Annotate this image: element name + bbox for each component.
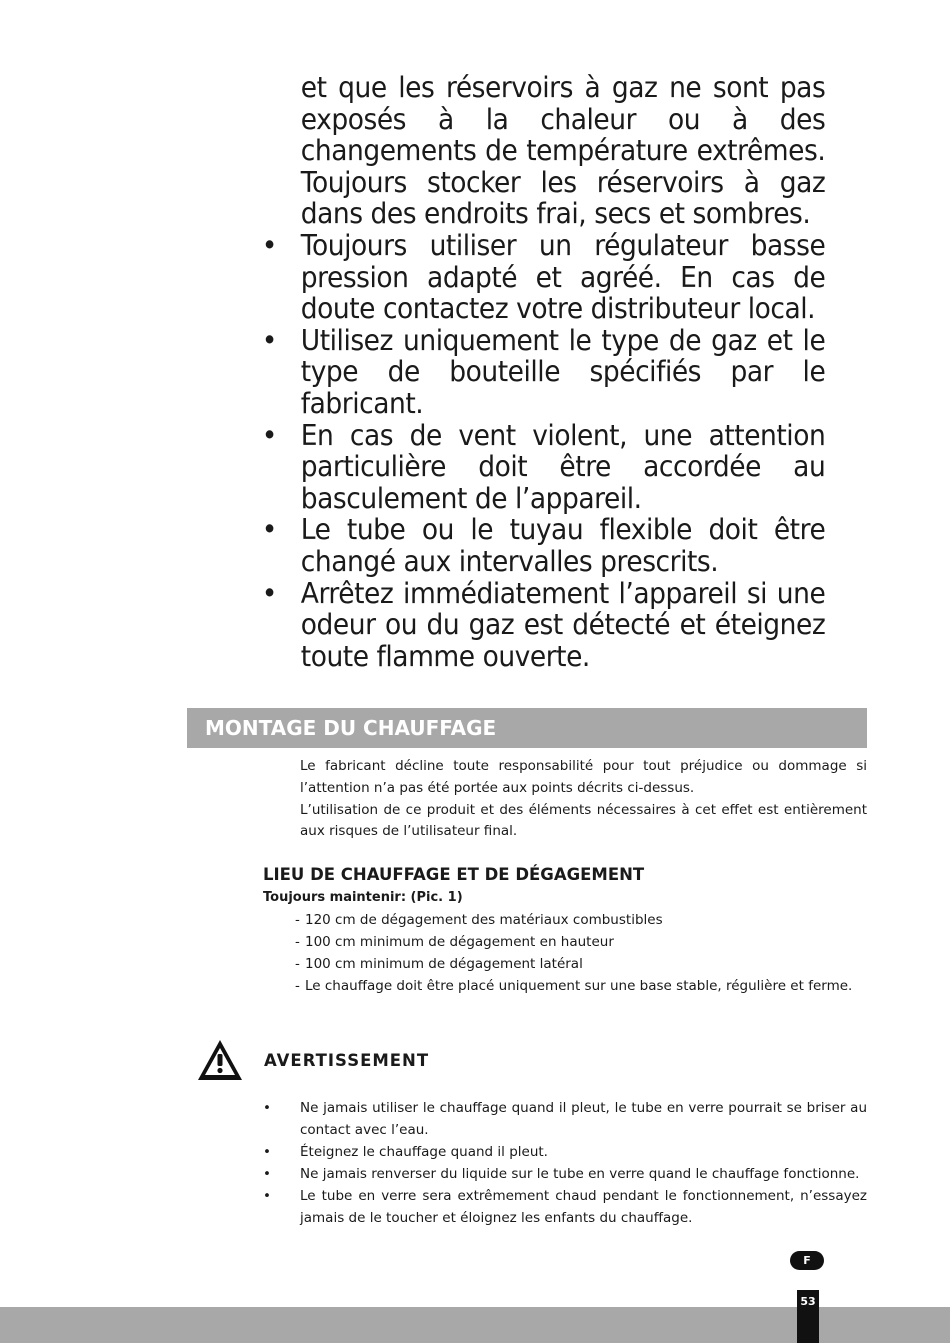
intro-paragraph: L’utilisation de ce produit et des éléments nécessaires à cet effet est entièrement aux risques de l’utilisateur final. [300, 801, 867, 840]
list-item [295, 975, 867, 997]
safety-text-block [258, 72, 825, 672]
list-item [263, 1185, 867, 1229]
bullet-icon: • [263, 1144, 271, 1160]
bullet-icon: • [261, 418, 277, 452]
clearance-item-text: 120 cm de dégagement des matériaux combustibles [305, 912, 663, 928]
list-item [263, 1141, 867, 1163]
maintain-label: Toujours maintenir: (Pic. 1) [263, 890, 463, 905]
location-heading: LIEU DE CHAUFFAGE ET DE DÉGAGEMENT [263, 865, 645, 884]
warning-list [263, 1097, 867, 1229]
bullet-icon: • [261, 228, 277, 262]
list-item [263, 1163, 867, 1185]
warning-item-text: Ne jamais utiliser le chauffage quand il pleut, le tube en verre pourrait se briser au contact avec l’eau. [300, 1100, 867, 1138]
dash-icon: - [295, 912, 300, 928]
list-item [258, 420, 825, 515]
bullet-icon: • [263, 1166, 271, 1182]
safety-bullet-text: Arrêtez immédiatement l’appareil si une odeur ou du gaz est détecté et éteignez toute flamme ouverte. [300, 576, 826, 673]
safety-bullet-text: En cas de vent violent, une attention particulière doit être accordée au basculement de l’appareil. [300, 418, 826, 515]
list-item [295, 931, 867, 953]
page-number: 53 [797, 1290, 819, 1343]
section-title-bar: MONTAGE DU CHAUFFAGE [187, 708, 867, 748]
bullet-icon: • [263, 1100, 271, 1116]
section-intro [300, 756, 867, 843]
clearance-item-text: Le chauffage doit être placé uniquement sur une base stable, régulière et ferme. [305, 978, 853, 994]
safety-bullet-list [258, 230, 825, 672]
warning-heading: AVERTISSEMENT [264, 1051, 430, 1070]
bullet-icon: • [261, 513, 277, 547]
safety-bullet-text: Utilisez uniquement le type de gaz et le type de bouteille spécifiés par le fabricant. [300, 323, 826, 420]
dash-icon: - [295, 978, 300, 994]
list-item [258, 325, 825, 420]
list-item [295, 953, 867, 975]
list-item [258, 230, 825, 325]
safety-continuation: et que les réservoirs à gaz ne sont pas exposés à la chaleur ou à des changements de température extrêmes. Toujours stocker les réservoirs à gaz dans des endroits frai, secs et sombres. [300, 71, 826, 231]
clearance-item-text: 100 cm minimum de dégagement en hauteur [305, 934, 614, 950]
list-item [295, 909, 867, 931]
language-badge: F [790, 1251, 824, 1270]
bullet-icon: • [263, 1188, 271, 1204]
clearance-item-text: 100 cm minimum de dégagement latéral [305, 956, 583, 972]
list-item [258, 578, 825, 673]
intro-paragraph: Le fabricant décline toute responsabilité pour tout préjudice ou dommage si l’attention n’a pas été portée aux points décrits ci-dessus. [300, 758, 867, 796]
dash-icon: - [295, 934, 300, 950]
warning-item-text: Éteignez le chauffage quand il pleut. [300, 1144, 548, 1160]
warning-item-text: Ne jamais renverser du liquide sur le tube en verre quand le chauffage fonctionne. [300, 1166, 860, 1182]
warning-triangle-icon [196, 1038, 244, 1082]
safety-bullet-text: Toujours utiliser un régulateur basse pression adapté et agréé. En cas de doute contactez votre distributeur local. [300, 228, 826, 326]
list-item [258, 514, 825, 577]
bullet-icon: • [261, 576, 277, 610]
dash-icon: - [295, 956, 300, 972]
bullet-icon: • [261, 323, 277, 357]
list-item [263, 1097, 867, 1141]
clearance-list [295, 909, 867, 997]
warning-item-text: Le tube en verre sera extrêmement chaud pendant le fonctionnement, n’essayez jamais de le toucher et éloignez les enfants du chauffage. [300, 1188, 867, 1226]
safety-bullet-text: Le tube ou le tuyau flexible doit être changé aux intervalles prescrits. [300, 513, 826, 578]
